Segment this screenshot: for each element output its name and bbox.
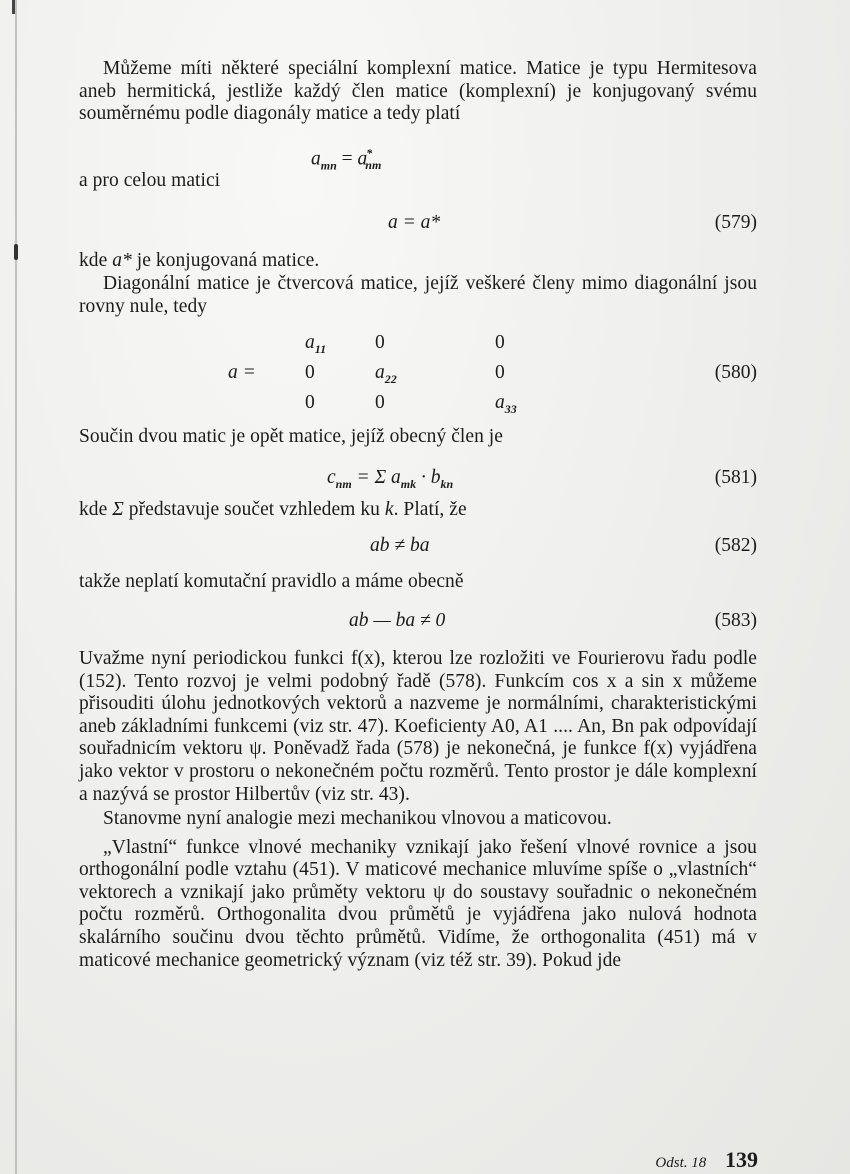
equation-582-number: (582) (714, 535, 757, 557)
paragraph-diagonal: Diagonální matice je čtvercová matice, jejíž veškeré členy mimo diagonální jsou rovny nule, tedy (79, 272, 757, 317)
paragraph-whole-matrix: a pro celou matici (79, 169, 221, 191)
paragraph-conjugate: kde a* je konjugovaná matice. (79, 250, 320, 272)
page-edge-line (15, 0, 17, 1174)
matrix-lhs: a = (228, 362, 256, 384)
equation-579-formula: a = a* (388, 212, 441, 234)
page-body (79, 58, 757, 972)
paragraph-eigenfunctions: „Vlastní“ funkce vlnové mechaniky vznikají jako řešení vlnové rovnice a jsou orthogonální podle vztahu (451). V maticové mechanice mluvíme spíše o „vlastních“ vektorech a vznikají jako průměty vektoru ψ do soustavy souřadnic o nekonečném počtu rozměrů. Orthogonalita dvou průmětů je vyjádřena jako nulová hodnota skalárního součinu dvou těchto průmětů. Vidíme, že orthogonalita (451) má v maticové mechanice geometrický význam (viz též str. 39). Pokud jde (79, 836, 757, 971)
matrix-cell: 0 (495, 332, 505, 354)
matrix-cell: 0 (305, 392, 315, 414)
paragraph-analogies: Stanovme nyní analogie mezi mechanikou vlnovou a maticovou. (103, 808, 612, 830)
matrix-cell: 0 (375, 392, 385, 414)
matrix-cell: 0 (375, 332, 385, 354)
matrix-cell: $a_{33}$ (495, 392, 517, 417)
section-label: Odst. 18 (655, 1155, 707, 1171)
equation-583: ab — ba ≠ 0 (583) (349, 609, 757, 631)
edge-mark (14, 244, 18, 260)
matrix-cell: $a_{22}$ (375, 362, 397, 387)
page-number: 139 (725, 1147, 758, 1172)
equation-582: ab ≠ ba (582) (370, 535, 757, 557)
paragraph-sum: kde Σ představuje součet vzhledem ku k. Platí, že (79, 498, 467, 520)
paragraph-commutation: takže neplatí komutační pravidlo a máme obecně (79, 571, 464, 593)
equation-580-number: (580) (714, 362, 757, 384)
matrix-cell: 0 (305, 362, 315, 384)
equation-581-number: (581) (714, 466, 757, 488)
equation-581: $c_{nm} = \Sigma$ $a_{mk} \cdot b_{kn}$ (581) (327, 466, 757, 491)
equation-579 (79, 212, 757, 234)
page-footer (655, 1147, 758, 1173)
matrix-cell: 0 (495, 362, 505, 384)
matrix-cell: $a_{11}$ (305, 332, 327, 357)
paragraph-fourier: Uvažme nyní periodickou funkci f(x), kterou lze rozložiti ve Fourierovu řadu podle (152). Tento rozvoj je velmi podobný řadě (578). Funkcím cos x a sin x můžeme přisouditi úlohu jednotkových vektorů a nazveme je normálními, charakteristickými aneb základními funkcemi (viz str. 47). Koeficienty A0, A1 .... An, Bn pak odpovídají souřadnicím vektoru ψ. Poněvadž řada (578) je nekonečná, je funkce f(x) vyjádřena jako vektor v prostoru o nekonečném počtu rozměrů. Tento prostor je dále komplexní a nazývá se prostor Hilbertův (viz str. 43). (79, 647, 757, 805)
equation-hermitian: $a_{mn} = a^*_{nm}$ (311, 145, 382, 173)
paragraph-product: Součin dvou matic je opět matice, jejíž obecný člen je (79, 426, 503, 448)
equation-583-number: (583) (714, 609, 757, 631)
edge-mark-top (12, 0, 15, 14)
equation-579-number: (579) (714, 212, 757, 234)
paragraph-hermitian: Můžeme míti některé speciální komplexní matice. Matice je typu Hermitesova aneb hermitická, jestliže každý člen matice (komplexní) je konjugovaný svému souměrnému podle diagonály matice a tedy platí (79, 58, 757, 125)
equation-580-matrix (79, 328, 757, 424)
